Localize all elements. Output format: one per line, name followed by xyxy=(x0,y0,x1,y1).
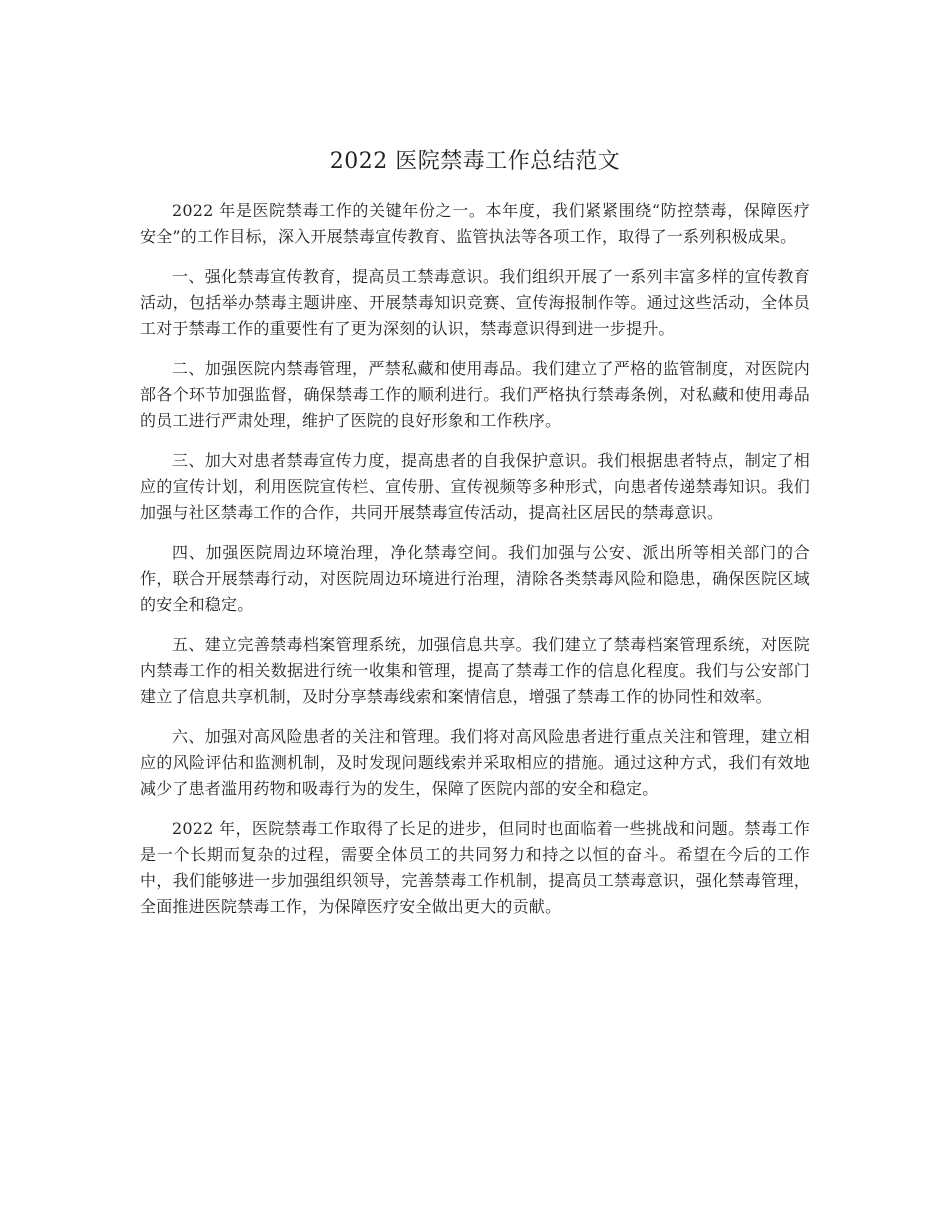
document-body xyxy=(140,198,810,920)
section-3-paragraph: 三、加大对患者禁毒宣传力度，提高患者的自我保护意识。我们根据患者特点，制定了相应的宣传计划，利用医院宣传栏、宣传册、宣传视频等多种形式，向患者传递禁毒知识。我们加强与社区禁毒工作的合作，共同开展禁毒宣传活动，提高社区居民的禁毒意识。 xyxy=(140,451,810,522)
section-6-paragraph: 六、加强对高风险患者的关注和管理。我们将对高风险患者进行重点关注和管理，建立相应的风险评估和监测机制，及时发现问题线索并采取相应的措施。通过这种方式，我们有效地减少了患者滥用药物和吸毒行为的发生，保障了医院内部的安全和稳定。 xyxy=(140,727,810,798)
document-page xyxy=(140,0,810,934)
conclusion-paragraph: 2022 年，医院禁毒工作取得了长足的进步，但同时也面临着一些挑战和问题。禁毒工作是一个长期而复杂的过程，需要全体员工的共同努力和持之以恒的奋斗。希望在今后的工作中，我们能够进一步加强组织领导，完善禁毒工作机制，提高员工禁毒意识，强化禁毒管理，全面推进医院禁毒工作，为保障医疗安全做出更大的贡献。 xyxy=(140,819,810,916)
section-5-paragraph: 五、建立完善禁毒档案管理系统，加强信息共享。我们建立了禁毒档案管理系统，对医院内禁毒工作的相关数据进行统一收集和管理，提高了禁毒工作的信息化程度。我们与公安部门建立了信息共享机制，及时分享禁毒线索和案情信息，增强了禁毒工作的协同性和效率。 xyxy=(140,635,810,706)
intro-paragraph: 2022 年是医院禁毒工作的关键年份之一。本年度，我们紧紧围绕“防控禁毒，保障医疗安全”的工作目标，深入开展禁毒宣传教育、监管执法等各项工作，取得了一系列积极成果。 xyxy=(140,201,810,246)
section-4-paragraph: 四、加强医院周边环境治理，净化禁毒空间。我们加强与公安、派出所等相关部门的合作，联合开展禁毒行动，对医院周边环境进行治理，清除各类禁毒风险和隐患，确保医院区域的安全和稳定。 xyxy=(140,543,810,614)
document-title: 2022 医院禁毒工作总结范文 xyxy=(329,149,621,174)
section-1-paragraph: 一、强化禁毒宣传教育，提高员工禁毒意识。我们组织开展了一系列丰富多样的宣传教育活动，包括举办禁毒主题讲座、开展禁毒知识竞赛、宣传海报制作等。通过这些活动，全体员工对于禁毒工作的重要性有了更为深刻的认识，禁毒意识得到进一步提升。 xyxy=(140,267,810,338)
section-2-paragraph: 二、加强医院内禁毒管理，严禁私藏和使用毒品。我们建立了严格的监管制度，对医院内部各个环节加强监督，确保禁毒工作的顺利进行。我们严格执行禁毒条例，对私藏和使用毒品的员工进行严肃处理，维护了医院的良好形象和工作秩序。 xyxy=(140,359,810,430)
